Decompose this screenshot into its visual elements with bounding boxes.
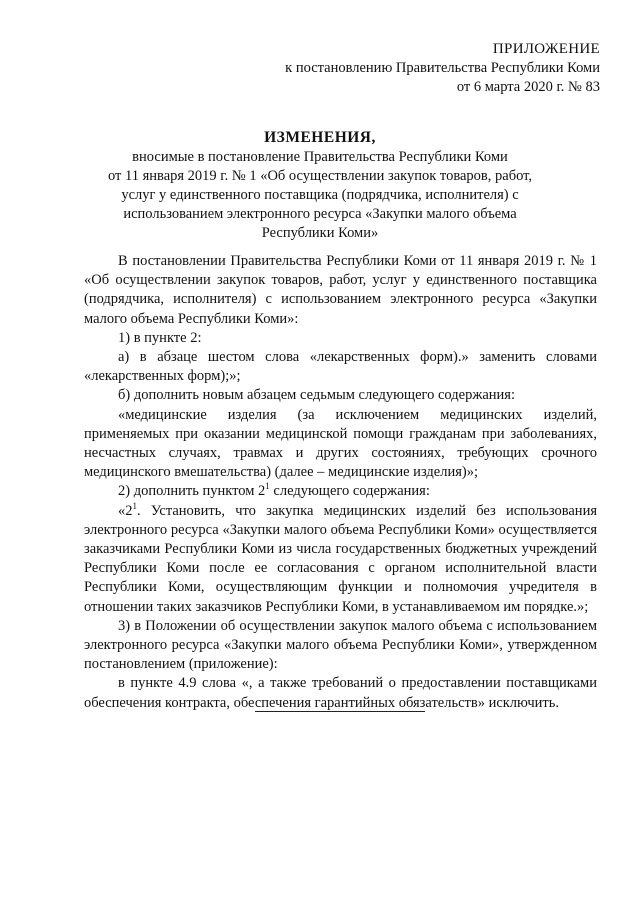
appendix-date: от 6 марта 2020 г. № 83 [456, 79, 600, 95]
item-2-superscript: 1 [265, 481, 270, 492]
title-line-4: использованием электронного ресурса «Закупки малого объема [123, 206, 517, 222]
item-1b: б) дополнить новым абзацем седьмым следующего содержания: [118, 387, 515, 404]
item-2-text-end: следующего содержания: [269, 483, 430, 500]
item-3: 3) в Положении об осуществлении закупок малого объема с использованием электронного ресурса «Закупки малого объема Республики Коми», утвержденном постановлением (приложение): [84, 617, 597, 673]
appendix-header [285, 40, 600, 97]
appendix-reference: к постановлению Правительства Республики Коми [285, 60, 600, 76]
document-title: ИЗМЕНЕНИЯ, [264, 129, 376, 146]
title-line-5: Республики Коми» [261, 225, 379, 241]
quote-2-text: . Установить, что закупка медицинских изделий без использования электронного ресурса «Закупки малого объема Республики Коми» осуществляется заказчиками Республики Коми из числа государственных бюджетных учреждений Республики Коми после ее согласования с органом исполнительной власти Республики Коми, осуществляющим функции и полномочия учредителя в отношении таких заказчиков Республики Коми, в устанавливаемом им порядке.»; [84, 502, 597, 615]
title-line-3: услуг у единственного поставщика (подрядчика, исполнителя) с [121, 187, 519, 203]
quote-2-superscript: 1 [132, 500, 137, 511]
document-body [84, 252, 597, 713]
closing-divider [255, 711, 425, 712]
title-line-1: вносимые в постановление Правительства Республики Коми [132, 149, 508, 165]
title-line-2: от 11 января 2019 г. № 1 «Об осуществлении закупок товаров, работ, [108, 168, 532, 184]
quote-2-start: «2 [118, 502, 133, 519]
item-2-text: 2) дополнить пунктом 2 [118, 483, 266, 500]
document-title-block [80, 128, 560, 243]
appendix-label: ПРИЛОЖЕНИЕ [492, 41, 600, 57]
item-1a: а) в абзаце шестом слова «лекарственных форм).» заменить словами «лекарственных форм);»; [84, 349, 597, 385]
item-1: 1) в пункте 2: [118, 329, 202, 346]
intro-paragraph: В постановлении Правительства Республики Коми от 11 января 2019 г. № 1 «Об осуществлении закупок товаров, работ, услуг у единственного поставщика (подрядчика, исполнителя) с использованием электронного ресурса «Закупки малого объема Республики Коми»: [84, 253, 597, 327]
quote-1: «медицинские изделия (за исключением медицинских изделий, применяемых при оказании медицинской помощи гражданам при заболеваниях, несчастных случаях, травмах и других состояниях, требующих срочного медицинского вмешательства) (далее – медицинские изделия)»; [84, 406, 597, 481]
quote-2 [84, 502, 597, 617]
item-2 [84, 482, 597, 501]
item-3a: в пункте 4.9 слова «, а также требований о предоставлении поставщиками обеспечения контракта, обеспечения гарантийных обязательств» исключить. [84, 675, 597, 711]
